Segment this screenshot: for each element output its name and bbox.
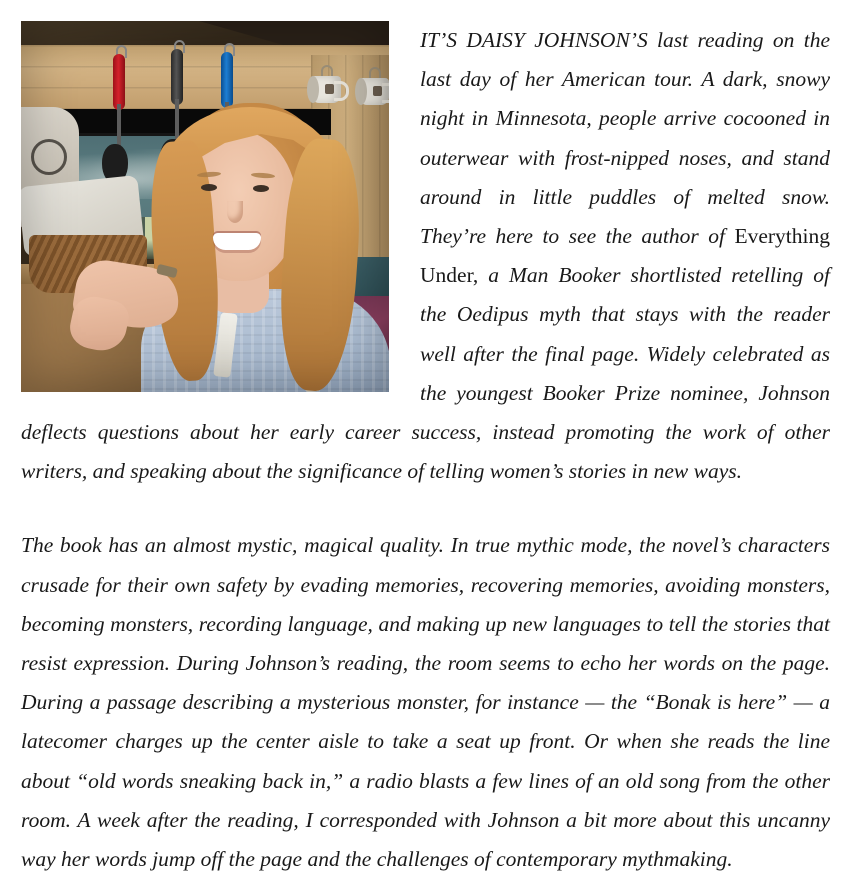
- text-run-italic: last reading on the last day of her American tour. A dark, snowy night in Minnesota, people arrive cocooned in outerwear with frost-nipped noses, and stand around in little puddles of melted snow. They’re here to see the author of: [420, 28, 830, 249]
- utensil-handle: [221, 52, 233, 108]
- nose: [227, 201, 243, 223]
- mug-logo: [373, 86, 382, 96]
- eye-right: [253, 185, 269, 192]
- utensil-handle: [171, 49, 183, 105]
- mug-rim: [355, 78, 367, 105]
- text-run-italic: a Man Booker shortlisted retelling of the Oedipus myth that stays with the reader well after the final page. Widely celebrated as the youngest Booker Prize nominee, Johnson deflects questions about her early career success, instead promoting the work of other writers, and speaking about the significance of telling women’s stories in new ways.: [21, 263, 830, 484]
- text-run-roman: Everything Under,: [420, 224, 830, 288]
- text-run-italic: The book has an almost mystic, magical quality. In true mythic mode, the novel’s characters crusade for their own safety by evading memories, recovering memories, avoiding monsters, becoming monsters, recording language, and making up new languages to tell the stories that resist expression. During Johnson’s reading, the room seems to echo her words on the page. During a passage describing a mysterious monster, for instance — the “Bonak is here” — a latecomer charges up the center aisle to take a seat up front. Or when she reads the line about “old words sneaking back in,” a radio blasts a few lines of an old song from the other room. A week after the reading, I corresponded with Johnson a bit more about this uncanny way her words jump off the page and the challenges of contemporary mythmaking.: [21, 533, 830, 872]
- mug-rim: [307, 76, 319, 103]
- hanging-mug: [311, 76, 341, 103]
- hanging-mug: [359, 78, 389, 105]
- utensil-shaft: [117, 104, 121, 150]
- text-run-italic: IT’S DAISY JOHNSON’S: [420, 28, 648, 52]
- smile-mouth: [213, 233, 261, 250]
- utensil-handle: [113, 54, 125, 110]
- mug-logo: [325, 84, 334, 94]
- author-photo: [21, 21, 389, 392]
- author-photo-figure: [21, 21, 389, 392]
- paragraph-2: [21, 526, 830, 879]
- cloth-print: [31, 139, 67, 175]
- eye-left: [201, 184, 217, 191]
